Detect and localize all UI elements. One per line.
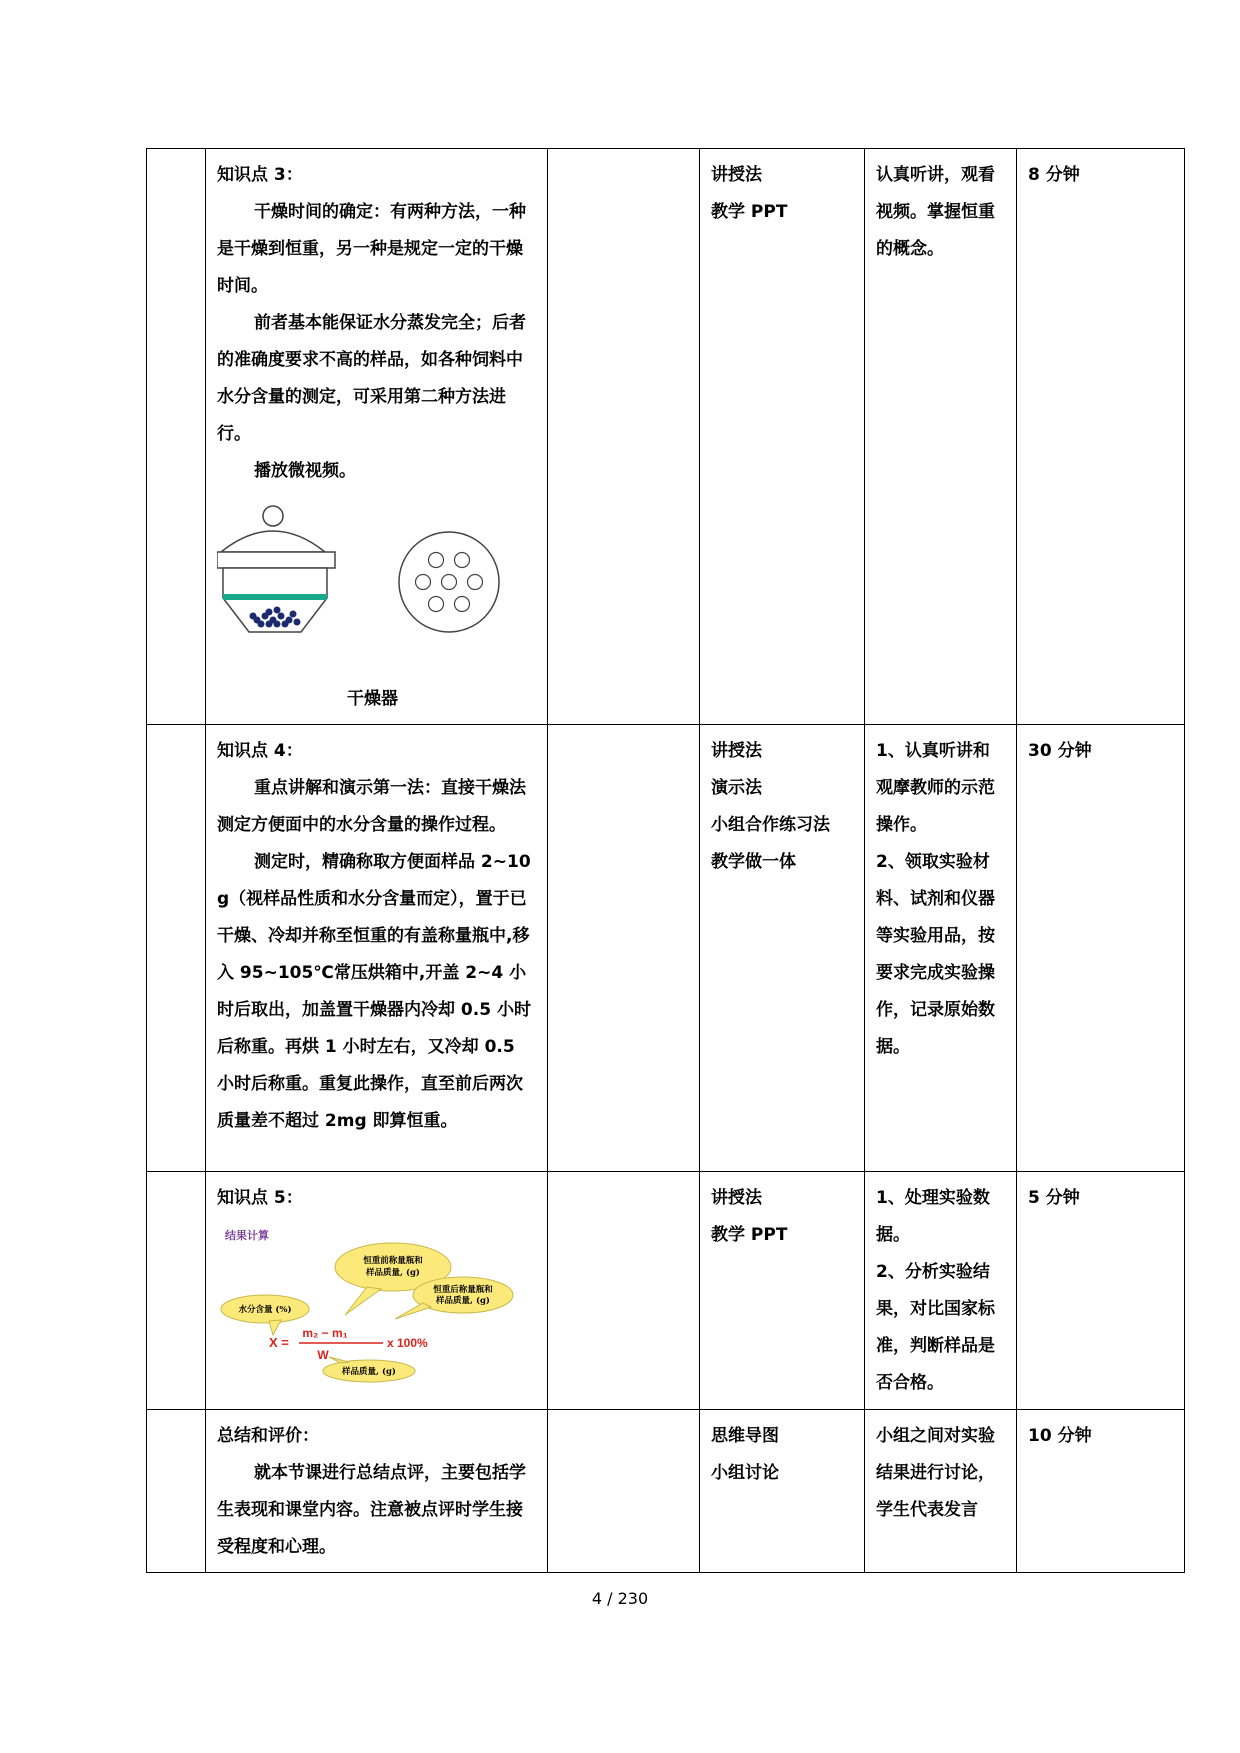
method-item: 讲授法	[711, 741, 762, 761]
method-cell	[700, 149, 865, 725]
bubble-sample-mass: 样品质量, (g)	[342, 1367, 396, 1377]
activity-cell	[865, 725, 1017, 1172]
bubble-after-line1: 恒重后称量瓶和	[433, 1285, 493, 1295]
bubble-after-line2: 样品质量, (g)	[436, 1296, 490, 1306]
blank-cell	[548, 1172, 700, 1410]
method-item: 讲授法	[711, 165, 762, 185]
lesson-plan-table	[146, 148, 1185, 1573]
method-item: 小组合作练习法	[711, 815, 830, 835]
page-number: 4 / 230	[591, 1589, 649, 1608]
method-item: 教学 PPT	[711, 1225, 788, 1245]
blank-cell	[147, 1172, 206, 1410]
paragraph: 前者基本能保证水分蒸发完全；后者的准确度要求不高的样品，如各种饲料中水分含量的测定，可采用第二种方法进行。	[217, 313, 526, 444]
content-cell	[206, 1172, 548, 1410]
activity-item: 小组之间对实验结果进行讨论，学生代表发言	[876, 1426, 995, 1520]
formula-numerator: m₂ − m₁	[302, 1326, 348, 1340]
paragraph: 干燥时间的确定：有两种方法，一种是干燥到恒重，另一种是规定一定的干燥时间。	[217, 202, 526, 296]
method-item: 小组讨论	[711, 1463, 779, 1483]
time-value: 8 分钟	[1028, 165, 1080, 185]
formula-title: 结果计算	[225, 1229, 269, 1242]
figure-caption: 干燥器	[347, 689, 398, 709]
activity-cell	[865, 1172, 1017, 1410]
content-cell	[206, 149, 548, 725]
activity-item: 2、领取实验材料、试剂和仪器等实验用品，按要求完成实验操作，记录原始数据。	[876, 852, 995, 1057]
method-cell	[700, 725, 865, 1172]
method-item: 教学做一体	[711, 852, 796, 872]
time-cell	[1017, 149, 1185, 725]
formula-figure	[217, 1223, 537, 1397]
time-value: 10 分钟	[1028, 1426, 1092, 1446]
method-item: 教学 PPT	[711, 202, 788, 222]
method-cell	[700, 1172, 865, 1410]
activity-item: 1、处理实验数据。	[876, 1188, 990, 1245]
activity-item: 2、分析实验结果，对比国家标准，判断样品是否合格。	[876, 1262, 995, 1393]
activity-cell	[865, 149, 1017, 725]
formula-denominator: W	[317, 1348, 329, 1362]
content-cell	[206, 1410, 548, 1573]
desiccator-figure	[217, 500, 537, 718]
blank-cell	[147, 1410, 206, 1573]
time-value: 30 分钟	[1028, 741, 1092, 761]
activity-item: 认真听讲，观看视频。掌握恒重的概念。	[876, 165, 995, 259]
method-item: 演示法	[711, 778, 762, 798]
formula-lhs: X =	[269, 1335, 289, 1350]
time-cell	[1017, 1410, 1185, 1573]
table-row	[147, 1410, 1185, 1573]
paragraph: 播放微视频。	[254, 461, 356, 481]
blank-cell	[147, 725, 206, 1172]
formula-multiplier: x 100%	[387, 1336, 428, 1350]
time-value: 5 分钟	[1028, 1188, 1080, 1208]
blank-cell	[548, 1410, 700, 1573]
section-heading: 知识点 3：	[217, 165, 303, 185]
blank-cell	[548, 149, 700, 725]
blank-cell	[147, 149, 206, 725]
content-cell	[206, 725, 548, 1172]
time-cell	[1017, 725, 1185, 1172]
section-heading: 总结和评价：	[217, 1426, 319, 1446]
blank-cell	[548, 725, 700, 1172]
section-heading: 知识点 5：	[217, 1188, 303, 1208]
bubble-before-line2: 样品质量, (g)	[366, 1268, 420, 1278]
paragraph: 重点讲解和演示第一法：直接干燥法测定方便面中的水分含量的操作过程。	[217, 778, 526, 835]
paragraph: 就本节课进行总结点评，主要包括学生表现和课堂内容。注意被点评时学生接受程度和心理。	[217, 1463, 526, 1557]
moisture-formula-diagram	[217, 1223, 517, 1383]
table-row	[147, 149, 1185, 725]
time-cell	[1017, 1172, 1185, 1410]
method-item: 讲授法	[711, 1188, 762, 1208]
activity-item: 1、认真听讲和观摩教师的示范操作。	[876, 741, 995, 835]
desiccator-illustration	[217, 500, 507, 665]
table-row	[147, 1172, 1185, 1410]
table-row	[147, 725, 1185, 1172]
activity-cell	[865, 1410, 1017, 1573]
paragraph: 测定时，精确称取方便面样品 2~10 g（视样品性质和水分含量而定），置于已干燥、冷却并称至恒重的有盖称量瓶中,移入 95~105℃常压烘箱中,开盖 2~4 小时后取出，加盖置干燥器内冷却 0.5 小时后称重。再烘 1 小时左右，又冷却 0.5 小时后称重。重复此操作，直至前后两次质量差不超过 2mg 即算恒重。	[217, 852, 531, 1131]
section-heading: 知识点 4：	[217, 741, 303, 761]
bubble-before-line1: 恒重前称量瓶和	[363, 1256, 423, 1266]
method-cell	[700, 1410, 865, 1573]
bubble-water-content: 水分含量 (%)	[238, 1305, 292, 1315]
method-item: 思维导图	[711, 1426, 779, 1446]
